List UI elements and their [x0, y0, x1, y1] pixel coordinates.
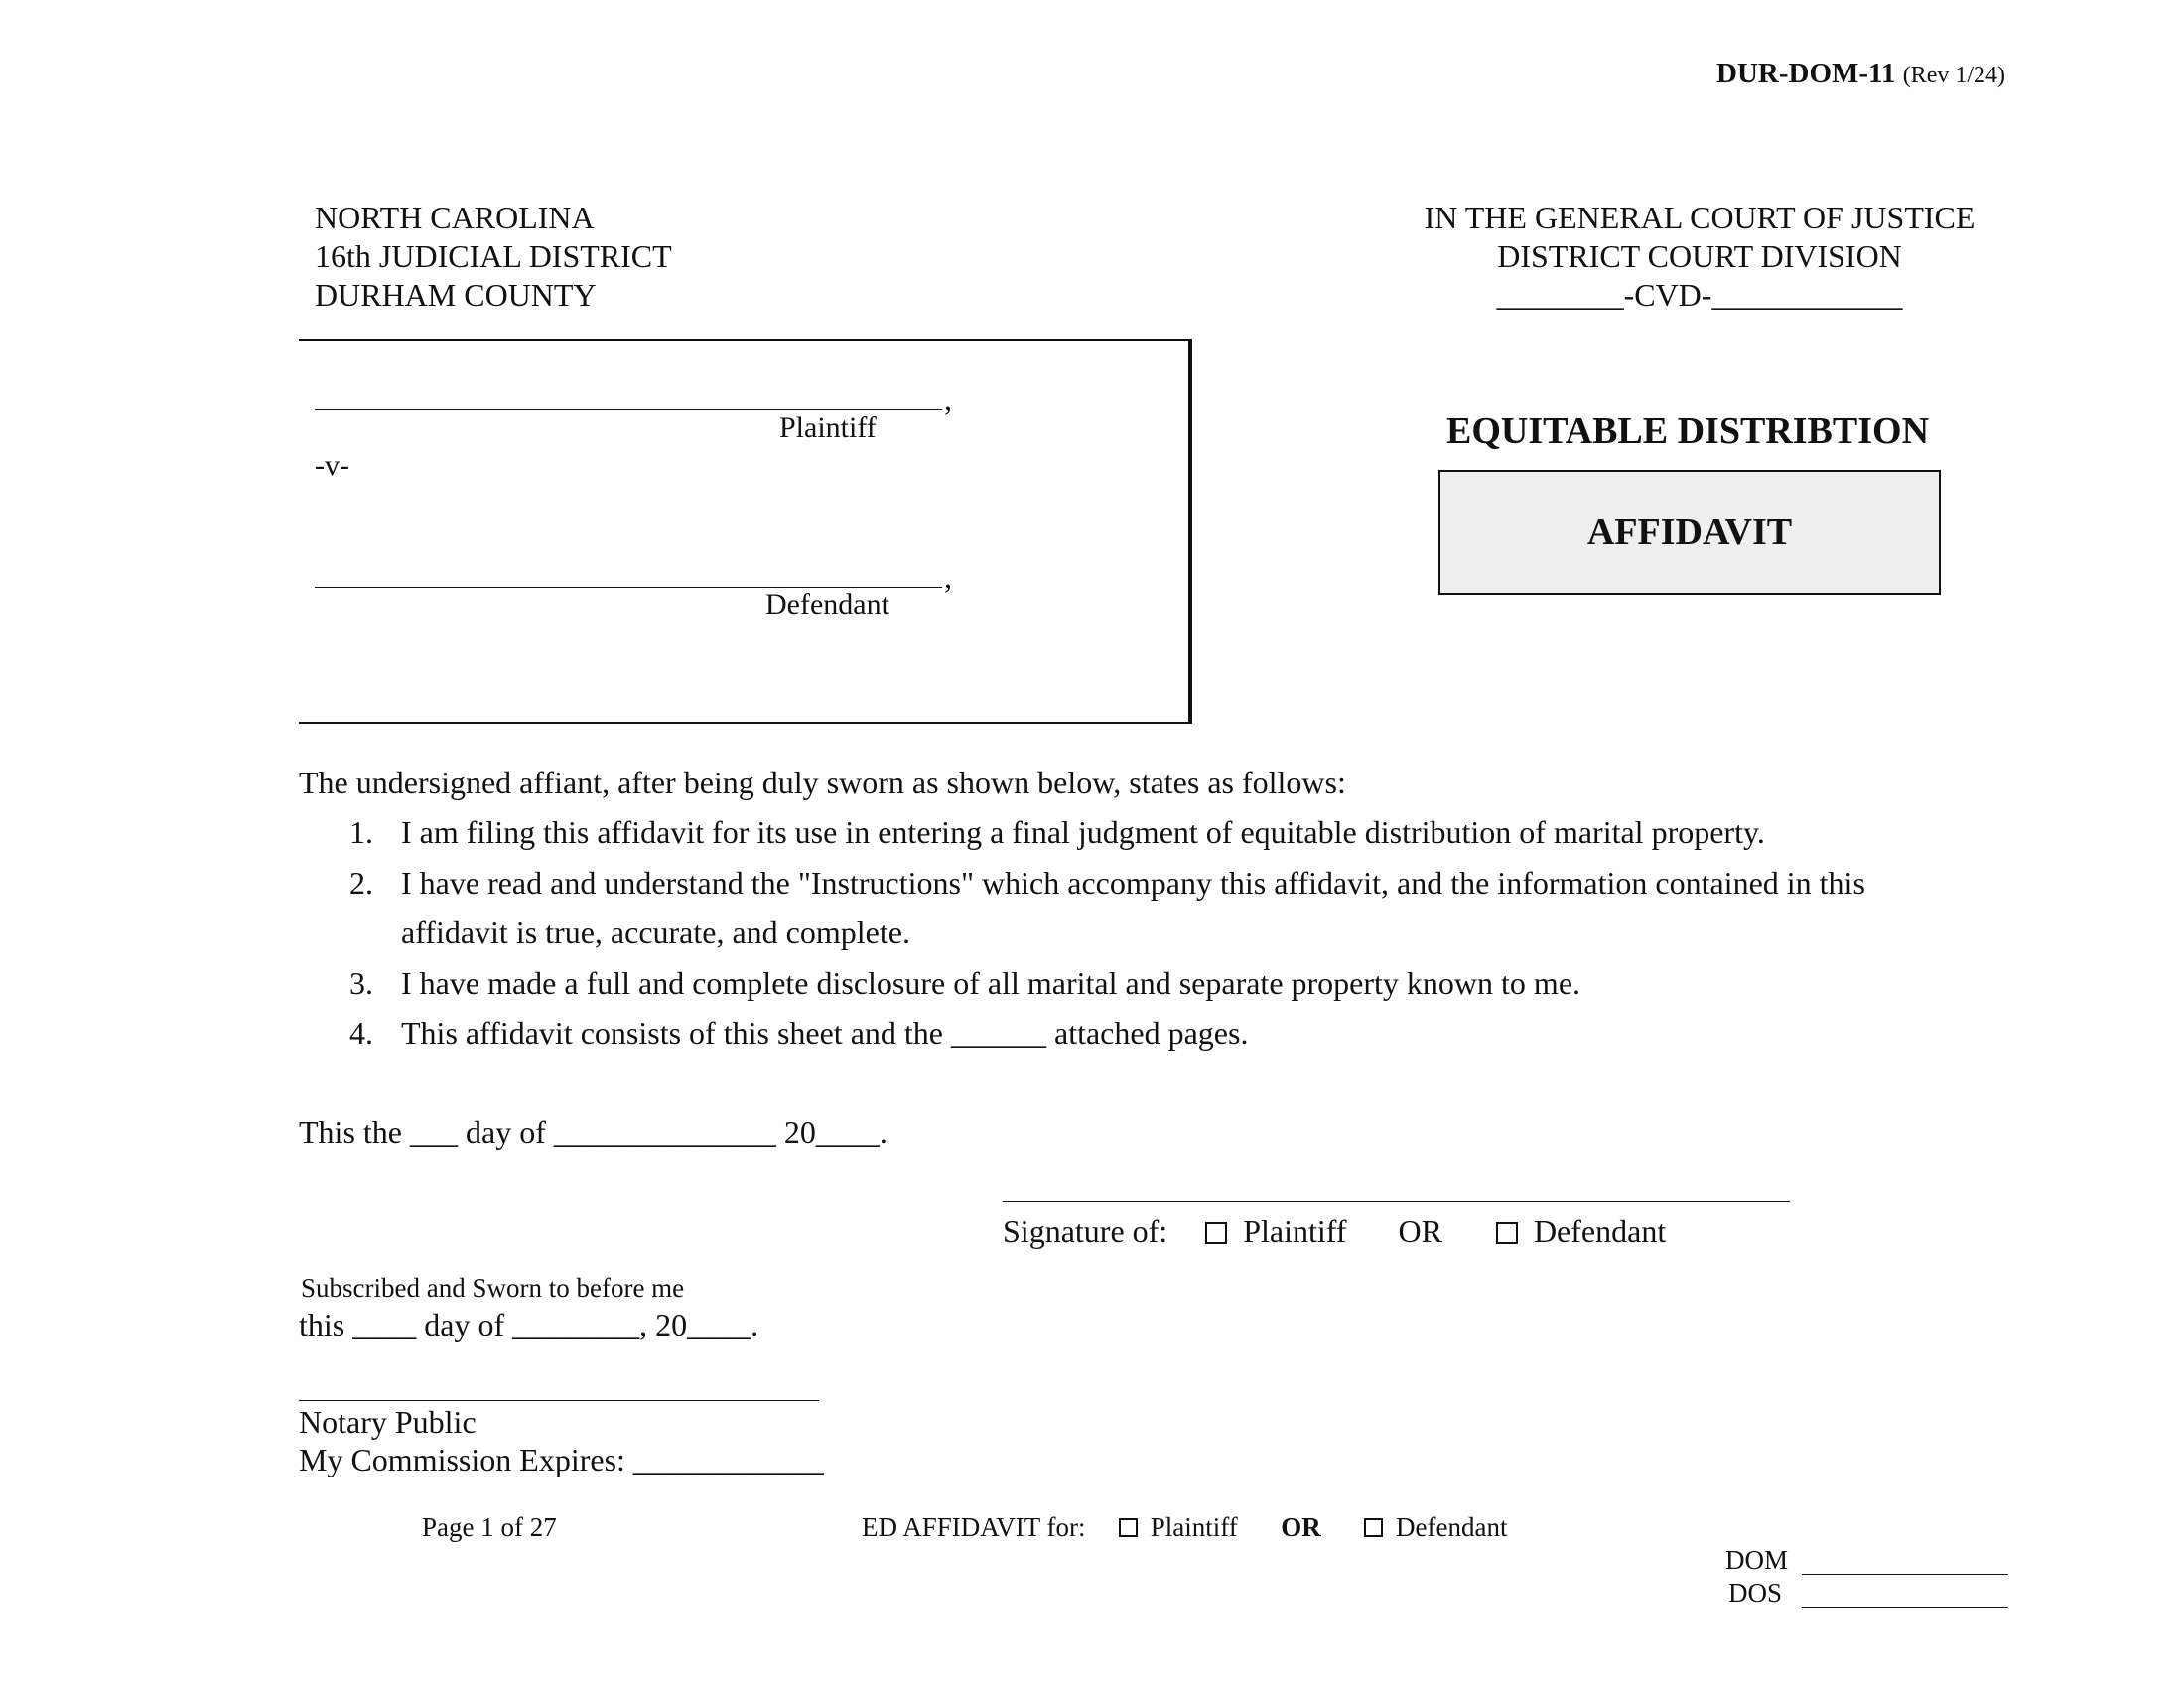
affidavit-title: AFFIDAVIT [1586, 511, 1793, 553]
plaintiff-name-line[interactable] [315, 409, 942, 410]
dom-field-line[interactable] [1802, 1574, 2008, 1575]
notary-public-label: Notary Public [299, 1404, 477, 1440]
form-revision: (Rev 1/24) [1902, 63, 2005, 88]
commission-expires-line[interactable]: My Commission Expires: ____________ [299, 1442, 824, 1477]
signature-plaintiff-checkbox[interactable] [1205, 1222, 1227, 1244]
signature-plaintiff-label: Plaintiff [1243, 1213, 1347, 1249]
versus-label: -v- [315, 449, 349, 482]
statement-item-2 [349, 865, 1865, 902]
item-text[interactable]: This affidavit consists of this sheet and the ______ attached pages. [401, 1015, 1249, 1051]
dos-label: DOS [1728, 1578, 1783, 1608]
footer-ed-label: ED AFFIDAVIT for: [862, 1512, 1086, 1542]
footer-or-label: OR [1281, 1512, 1321, 1542]
venue-district: 16th JUDICIAL DISTRICT [315, 238, 672, 274]
intro-statement: The undersigned affiant, after being duly sworn as shown below, states as follows: [299, 765, 1346, 800]
venue-right [1362, 199, 2037, 315]
venue-county: DURHAM COUNTY [315, 277, 597, 313]
statement-item-2-continued: affidavit is true, accurate, and complete. [401, 914, 910, 950]
footer-plaintiff-label: Plaintiff [1150, 1512, 1238, 1542]
dom-label: DOM [1725, 1545, 1789, 1575]
notary-date-line[interactable]: this ____ day of ________, 20____. [299, 1307, 759, 1342]
dos-field-line[interactable] [1802, 1607, 2008, 1608]
execution-date-line[interactable]: This the ___ day of ______________ 20____. [299, 1114, 887, 1150]
item-number: 1. [349, 814, 373, 850]
page-number: Page 1 of 27 [422, 1512, 557, 1542]
footer-defendant-checkbox[interactable] [1364, 1518, 1383, 1537]
plaintiff-comma: , [944, 381, 952, 417]
item-number: 2. [349, 865, 373, 901]
court-name: IN THE GENERAL COURT OF JUSTICE [1424, 200, 1976, 235]
sworn-statement: Subscribed and Sworn to before me [301, 1273, 685, 1303]
form-number: DUR-DOM-11 [1716, 58, 1896, 89]
form-code [1716, 58, 2005, 90]
notary-signature-line[interactable] [299, 1400, 819, 1401]
statement-item-3 [349, 965, 1580, 1002]
document-heading: EQUITABLE DISTRIBTION [1445, 410, 1930, 452]
signature-or-label: OR [1398, 1213, 1442, 1249]
signature-row [1003, 1213, 1666, 1250]
caption-box [299, 339, 1192, 724]
file-number-field[interactable]: ________-CVD-____________ [1496, 277, 1903, 313]
plaintiff-label: Plaintiff [779, 411, 877, 444]
venue-state: NORTH CAROLINA [315, 200, 595, 235]
statement-item-4 [349, 1015, 1248, 1052]
defendant-label: Defendant [765, 588, 889, 621]
item-number: 3. [349, 965, 373, 1001]
defendant-comma: , [944, 559, 952, 595]
footer-plaintiff-checkbox[interactable] [1119, 1518, 1138, 1537]
signature-defendant-checkbox[interactable] [1496, 1222, 1518, 1244]
footer-affidavit-for [862, 1512, 1508, 1543]
statement-item-1 [349, 814, 1765, 851]
signature-label: Signature of: [1003, 1213, 1168, 1249]
signature-defendant-label: Defendant [1533, 1213, 1667, 1249]
item-number: 4. [349, 1015, 373, 1051]
item-text: I am filing this affidavit for its use in entering a final judgment of equitable distribution of marital property. [401, 814, 1765, 850]
signature-line[interactable] [1003, 1201, 1790, 1202]
footer-defendant-label: Defendant [1396, 1512, 1508, 1542]
venue-left [315, 199, 672, 315]
court-division: DISTRICT COURT DIVISION [1497, 238, 1902, 274]
item-text: I have made a full and complete disclosure of all marital and separate property known to me. [401, 965, 1581, 1001]
item-text: I have read and understand the "Instructions" which accompany this affidavit, and the information contained in this [401, 865, 1865, 901]
affidavit-title-box [1438, 470, 1941, 595]
